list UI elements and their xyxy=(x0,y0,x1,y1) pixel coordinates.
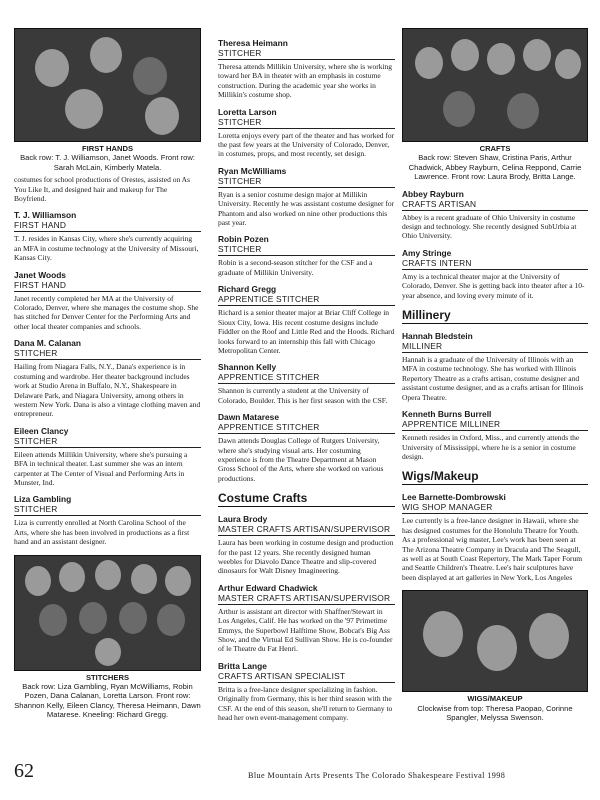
entry-role: APPRENTICE MILLINER xyxy=(402,419,588,431)
entry-role: STITCHER xyxy=(218,48,395,60)
entry-name: Laura Brody xyxy=(218,514,268,525)
caption-title: FIRST HANDS xyxy=(81,144,134,153)
photo-caption xyxy=(14,673,201,720)
entry-name: Loretta Larson xyxy=(218,106,277,117)
entry-name: Lee Barnette-Dombrowski xyxy=(402,492,506,503)
entry-bio: T. J. resides in Kansas City, where she's currently acquiring an MFA in costume technology at the University of Missouri, Kansas City. xyxy=(14,234,199,263)
entry-role: STITCHER xyxy=(14,504,201,516)
entry xyxy=(14,426,201,488)
entry-name: Hannah Bledstein xyxy=(402,331,473,342)
entry xyxy=(402,331,588,402)
photo-caption xyxy=(402,144,588,182)
entry-name: Richard Gregg xyxy=(218,284,277,295)
entry-bio: Ryan is a senior costume design major at Millikin University. Recently he was assistant costume designer for Phantom and also worked on nine other productions this past year. xyxy=(218,189,395,228)
entry-name: Theresa Heimann xyxy=(218,38,288,48)
entry-role: FIRST HAND xyxy=(14,280,201,292)
entry-name: Janet Woods xyxy=(14,269,66,280)
entry-role: MILLINER xyxy=(402,341,588,353)
entry xyxy=(218,412,395,483)
entry-name: Dawn Matarese xyxy=(218,412,279,423)
entry xyxy=(218,583,395,654)
entry xyxy=(218,107,395,159)
entry-name: Robin Pozen xyxy=(218,234,269,245)
entry-bio: Abbey is a recent graduate of Ohio University in costume design and technology. She recently designed SubUrbia at Ohio University. xyxy=(402,212,577,241)
entry-role: APPRENTICE STITCHER xyxy=(218,422,395,434)
caption-line: Back row: T. J. Williamson, Janet Woods. Front row: Sarah McLain, Kimberly Matela. xyxy=(20,153,195,172)
caption-line: Back row: Liza Gambling, Ryan McWilliams, Robin Pozen, Dana Calanan, Loretta Larson. Front row: Shannon Kelly, Eileen Clancy, Theresa Heimann, Dawn Matarese. Kneeling: Richard Gregg. xyxy=(14,681,201,720)
entry xyxy=(402,248,588,300)
entry-bio: Liza is currently enrolled at North Carolina School of the Arts, where she has been involved in productions as a first hand and an assistant designer. xyxy=(14,518,190,547)
entry-bio: Dawn attends Douglas College of Rutgers University, where she's studying visual arts. Her costuming experience is from the Theatre Department at Mason Gross School of the Arts, where she worked on various productions. xyxy=(218,436,384,483)
intro-text: costumes for school productions of Orestes, assisted on As You Like It, and designed hair and makeup for The Boyfriend. xyxy=(14,175,191,204)
entry-role: WIG SHOP MANAGER xyxy=(402,502,588,514)
entry-role: STITCHER xyxy=(218,176,395,188)
entry-role: APPRENTICE STITCHER xyxy=(218,294,395,306)
entry-name: Amy Stringe xyxy=(402,247,452,258)
column-middle xyxy=(218,38,395,722)
entry xyxy=(218,661,395,723)
entry-name: Dana M. Calanan xyxy=(14,338,82,349)
entry-bio: Lee currently is a free-lance designer in Hawaii, where she has designed costumes for the Honolulu Theatre for Youth. As a professional wig master, Lee's work has been seen at The Arizona Theatre Company in Dracula and The Seagull, as well as at South Coast Repertory, The Mark Taper Forum and Seattle Children's Theatre. Lee's hair sculptures have been displayed at art galleries in New York, Los Angeles xyxy=(402,516,583,582)
entry-role: MASTER CRAFTS ARTISAN/SUPERVISOR xyxy=(218,593,395,605)
section-heading: Wigs/Makeup xyxy=(402,469,588,485)
entry-bio: Arthur is assistant art director with Shaffner/Stewart in Los Angeles, Calif. He has worked on the '97 Primetime Emmys, the Superbowl Halftime Show, Bobcat's Big Ass Show, and the Virtual Ed Sullivan Show. He is co-founder of le Theatre du Fat Henri. xyxy=(218,606,393,654)
entry xyxy=(218,514,395,576)
entry-bio: Amy is a technical theater major at the University of Colorado, Denver. She is getting back into theater after a 10-year absence, and loving every minute of it. xyxy=(402,271,585,300)
photo-caption xyxy=(402,694,588,722)
entry-role: STITCHER xyxy=(218,117,395,129)
entry-bio: Britta is a free-lance designer specializing in fashion. Originally from Germany, this is her third season with the CSF. At the end of this season, she'll return to Germany to head her own event-management company. xyxy=(218,684,393,723)
entry xyxy=(14,210,201,262)
entry xyxy=(402,189,588,241)
entry xyxy=(218,284,395,355)
caption-title: STITCHERS xyxy=(85,672,130,682)
entry-role: CRAFTS INTERN xyxy=(402,258,588,270)
entry-role: CRAFTS ARTISAN SPECIALIST xyxy=(218,671,395,683)
entry-name: T. J. Williamson xyxy=(14,210,77,221)
first-hands-photo xyxy=(14,28,201,142)
crafts-photo xyxy=(402,28,588,142)
caption-line: Clockwise from top: Theresa Paopao, Corinne Spangler, Melyssa Swenson. xyxy=(417,703,573,722)
entry-name: Ryan McWilliams xyxy=(218,165,287,176)
entry xyxy=(218,234,395,277)
entry-role: CRAFTS ARTISAN xyxy=(402,199,588,211)
entry-name: Eileen Clancy xyxy=(14,425,69,436)
entry-role: MASTER CRAFTS ARTISAN/SUPERVISOR xyxy=(218,524,395,536)
entry xyxy=(14,338,201,418)
entry-bio: Janet recently completed her MA at the University of Colorado, Denver, where she manages the costume shop. She has stitched for Denver Center for the Performing Arts and other local theater companies and schools. xyxy=(14,293,199,331)
column-left xyxy=(14,28,201,720)
entry xyxy=(218,166,395,228)
entry-bio: Laura has been working in costume design and production for the past 12 years. She recently designed human weebles for Diavolo Dance Theatre and slip-covered dinosaurs for Walt Disney Imagineering. xyxy=(218,538,394,576)
entry xyxy=(402,409,588,461)
entry-role: STITCHER xyxy=(14,348,201,360)
entry-bio: Hannah is a graduate of the University of Illinois with an MFA in costume technology. She has worked with Illinois Repertory Theatre as a crafts artisan, costume designer and assistant costume designer, and as a crafts artisan for Illinois Opera Theatre. xyxy=(402,355,584,402)
entry xyxy=(14,270,201,332)
entry-role: STITCHER xyxy=(218,244,395,256)
entry-bio: Loretta enjoys every part of the theater and has worked for the past few years at the University of Colorado, Denver, in costumes, props, and most recently, set design. xyxy=(218,130,395,159)
entry-bio: Kenneth resides in Oxford, Miss., and currently attends the University of Mississippi, where he is a senior in costume design. xyxy=(402,433,580,461)
entry-name: Kenneth Burns Burrell xyxy=(402,409,492,420)
entry-name: Abbey Rayburn xyxy=(402,188,464,199)
column-right xyxy=(402,28,588,722)
section-heading: Millinery xyxy=(402,308,588,324)
entry-name: Shannon Kelly xyxy=(218,362,277,373)
entry-role: APPRENTICE STITCHER xyxy=(218,372,395,384)
caption-line: Back row: Steven Shaw, Cristina Paris, Arthur Chadwick, Abbey Rayburn, Celina Reppond, Carrie Lawrence. Front row: Laura Brody, Britta Lange. xyxy=(408,153,582,182)
photo-caption xyxy=(14,144,201,172)
entry-bio: Shannon is currently a student at the University of Colorado, Boulder. This is her first season with the CSF. xyxy=(218,386,388,405)
entry xyxy=(218,362,395,405)
entry xyxy=(218,38,395,100)
entry-name: Britta Lange xyxy=(218,660,267,671)
entry-bio: Eileen attends Millikin University, where she's pursuing a BFA in technical theater. Last summer she was an intern carpenter at The Center of Visual and Performing Arts in Munster, Ind. xyxy=(14,449,188,487)
caption-title: CRAFTS xyxy=(479,144,511,153)
entry-name: Arthur Edward Chadwick xyxy=(218,582,318,593)
entry-role: FIRST HAND xyxy=(14,220,201,232)
entry xyxy=(402,492,588,582)
page-number: 62 xyxy=(14,760,34,782)
section-heading: Costume Crafts xyxy=(218,491,395,507)
running-title: Blue Mountain Arts Presents The Colorado Shakespeare Festival 1998 xyxy=(248,771,506,780)
wigs-makeup-photo xyxy=(402,590,588,692)
entry-bio: Robin is a second-season stitcher for the CSF and a graduate of Millikin University. xyxy=(218,258,373,277)
caption-title: WIGS/MAKEUP xyxy=(467,694,523,704)
entry xyxy=(14,494,201,546)
entry-role: STITCHER xyxy=(14,436,201,448)
entry-name: Liza Gambling xyxy=(14,494,72,505)
entry-bio: Theresa attends Millikin University, where she is working toward her BA in theater with an emphasis in costume construction. During the academic year she works in Millikin's costume shop. xyxy=(218,62,393,100)
entry-bio: Hailing from Niagara Falls, N.Y., Dana's experience is in costuming and wardrobe. Her theater background includes work at Studio Arena in Buffalo, N.Y., Shakespeare in Delaware Park, and Niagara University, among others in western New York. Dana is also a vintage clothing maven and entrepreneur. xyxy=(14,362,201,419)
stitchers-photo xyxy=(14,555,201,671)
entry-bio: Richard is a senior theater major at Briar Cliff College in Sioux City, Iowa. His recent costume designs include Fiddler on the Roof and Little Red and the Hoods. Richard looks forward to an internship this fall with Chicago Metropolitan Center. xyxy=(218,308,395,355)
